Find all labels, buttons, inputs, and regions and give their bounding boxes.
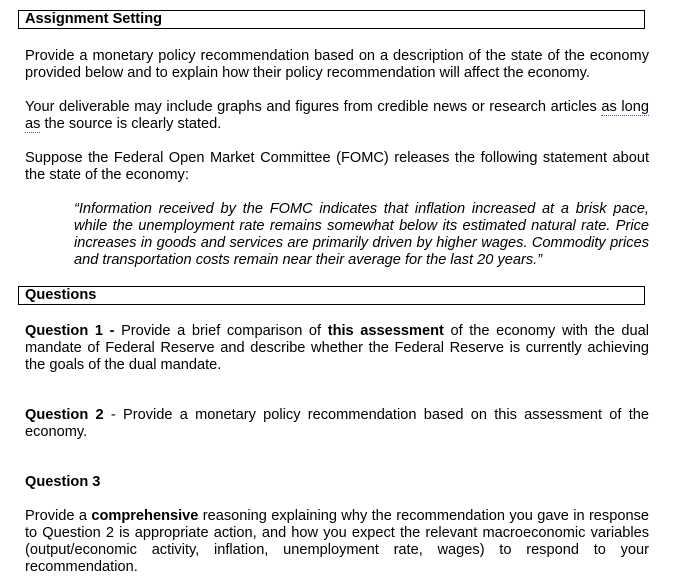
- question-1-text-b: of the economy with the dual mandate of Federal Reserve and describe whether the Federal Reserve is currently achieving the goals of the dual mandate.: [25, 323, 650, 373]
- question-3-label-text: Question 3: [25, 474, 101, 490]
- question-1-text-a: Provide a brief comparison of: [114, 323, 328, 339]
- question-3-text-a: Provide a: [25, 508, 92, 524]
- question-3: [25, 508, 649, 576]
- assignment-paragraph-1: Provide a monetary policy recommendation based on a description of the state of the economy provided below and to explain how their policy recommendation will affect the economy.: [25, 48, 649, 81]
- p2-marked-phrase-a: as long: [601, 99, 649, 115]
- p2-text-after: the source is clearly stated.: [40, 116, 222, 132]
- p2-text-before: Your deliverable may include graphs and figures from credible news or research articles: [25, 99, 602, 115]
- questions-heading: Questions: [18, 286, 645, 305]
- question-3-label: [25, 474, 649, 491]
- question-1-emphasis: this assessment: [327, 323, 444, 339]
- assignment-paragraph-3: Suppose the Federal Open Market Committee (FOMC) releases the following statement about the state of the economy:: [25, 150, 649, 183]
- p2-marked-phrase-b: as: [25, 116, 41, 132]
- question-2-label: Question 2: [25, 407, 104, 423]
- question-1-label: Question 1 -: [25, 323, 115, 339]
- question-2: [25, 407, 649, 441]
- assignment-setting-heading: Assignment Setting: [18, 10, 645, 29]
- fomc-statement-quote: “Information received by the FOMC indicates that inflation increased at a brisk pace, while the unemployment rate remains somewhat below its estimated natural rate. Price increases in goods and services are primarily driven by higher wages. Commodity prices and transportation costs remain near their average for the last 20 years.”: [74, 201, 649, 268]
- assignment-paragraph-2: [25, 99, 649, 133]
- question-3-emphasis: comprehensive: [91, 508, 199, 524]
- question-3-text-b: reasoning explaining why the recommendation you gave in response to Question 2 is appropriate action, and how you expect the relevant macroeconomic variables (output/economic activity, inflation, unemployment rate, wages) to respond to your recommendation.: [25, 508, 649, 575]
- question-1: [25, 323, 649, 374]
- question-2-text: - Provide a monetary policy recommendation based on this assessment of the economy.: [25, 407, 650, 440]
